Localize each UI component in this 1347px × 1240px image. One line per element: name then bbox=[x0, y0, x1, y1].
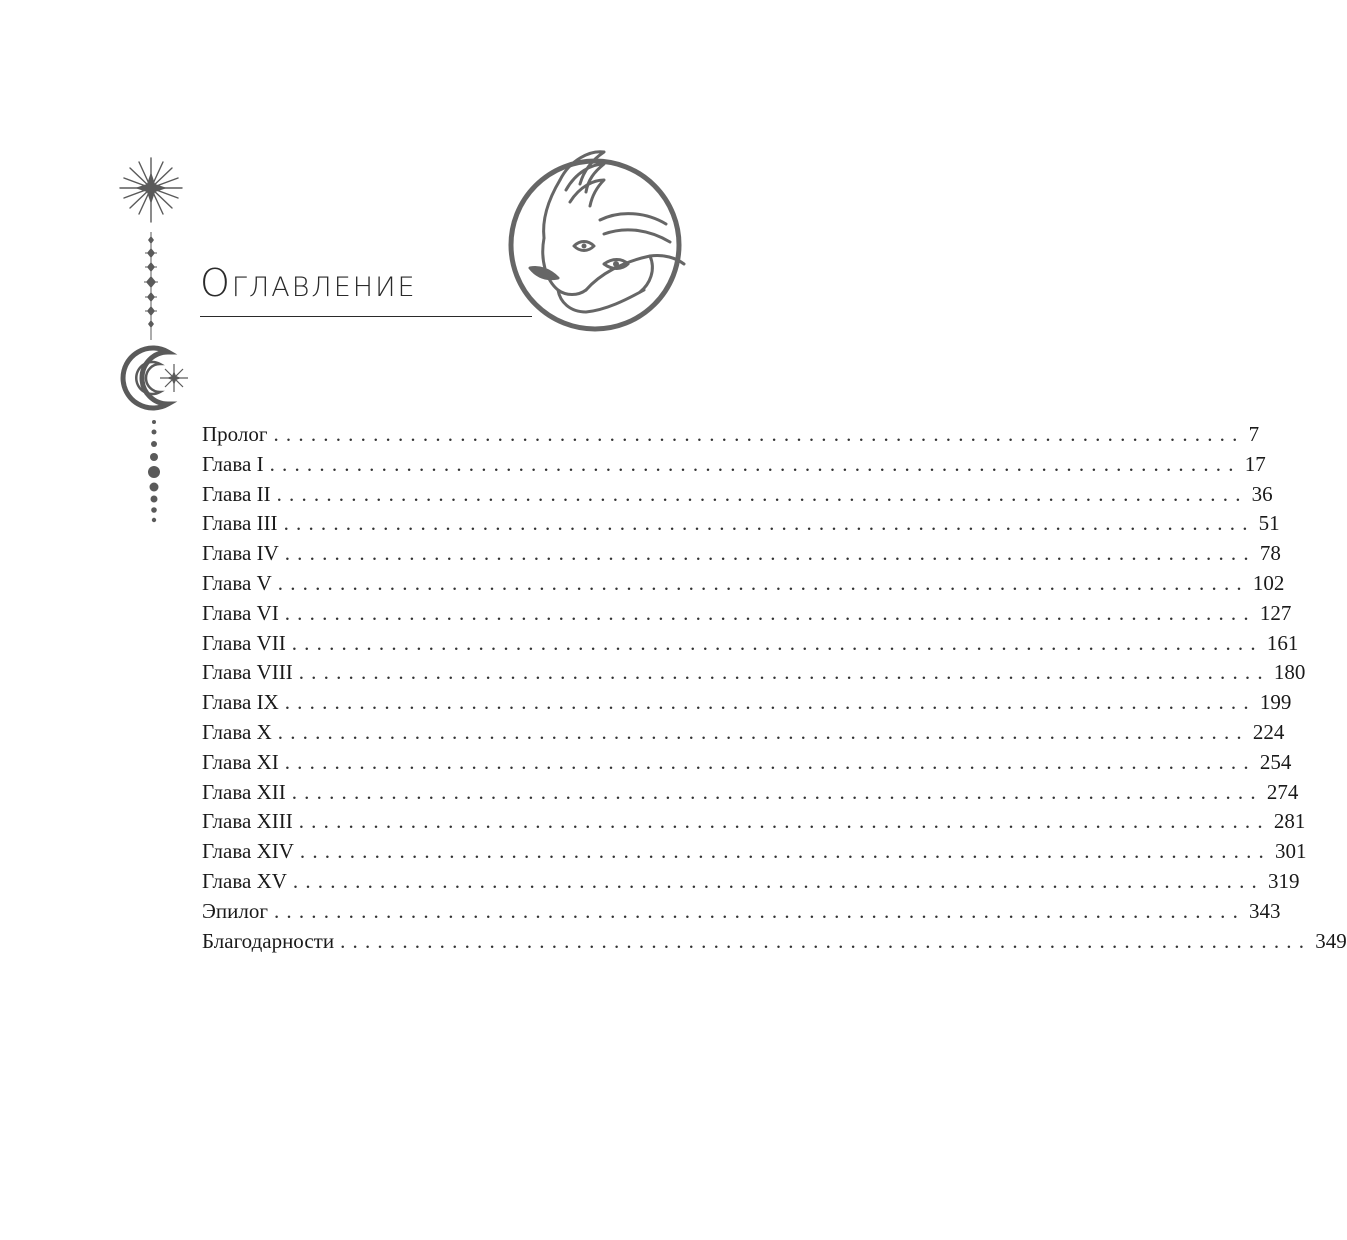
leader-dots: .............................................................................. bbox=[298, 809, 1270, 834]
toc-entry-page: 254 bbox=[1256, 748, 1292, 778]
toc-entry-label: Благодарности bbox=[202, 927, 340, 957]
table-of-contents bbox=[202, 420, 1347, 956]
toc-entry-label: Глава XI bbox=[202, 748, 285, 778]
title-underline bbox=[200, 316, 532, 317]
leader-dots: .............................................................................. bbox=[284, 541, 1256, 566]
toc-entry[interactable] bbox=[202, 897, 1281, 927]
toc-entry-label: Глава VIII bbox=[202, 658, 299, 688]
toc-entry-label: Глава XII bbox=[202, 778, 292, 808]
toc-entry-label: Глава IV bbox=[202, 539, 285, 569]
toc-entry-page: 78 bbox=[1256, 539, 1281, 569]
toc-entry[interactable] bbox=[202, 658, 1306, 688]
leader-dots: .............................................................................. bbox=[276, 481, 1248, 506]
toc-entry-label: Эпилог bbox=[202, 897, 274, 927]
toc-entry[interactable] bbox=[202, 688, 1292, 718]
toc-entry-page: 301 bbox=[1271, 837, 1307, 867]
toc-entry-page: 36 bbox=[1248, 480, 1273, 510]
toc-entry-label: Пролог bbox=[202, 420, 273, 450]
toc-entry-page: 127 bbox=[1256, 599, 1292, 629]
toc-entry-page: 102 bbox=[1249, 569, 1285, 599]
toc-entry[interactable] bbox=[202, 539, 1281, 569]
leader-dots: .............................................................................. bbox=[292, 868, 1265, 893]
toc-entry[interactable] bbox=[202, 450, 1266, 480]
toc-entry-label: Глава X bbox=[202, 718, 278, 748]
toc-entry-label: Глава VI bbox=[202, 599, 285, 629]
toc-entry[interactable] bbox=[202, 778, 1299, 808]
star-moon-dots-icon bbox=[118, 150, 198, 540]
leader-dots: .............................................................................. bbox=[298, 660, 1270, 685]
toc-entry[interactable] bbox=[202, 807, 1306, 837]
toc-entry[interactable] bbox=[202, 867, 1300, 897]
toc-entry-page: 51 bbox=[1255, 509, 1280, 539]
star-icon bbox=[120, 158, 182, 222]
leader-dots: .............................................................................. bbox=[284, 749, 1256, 774]
small-star-icon bbox=[160, 364, 188, 392]
toc-entry-page: 281 bbox=[1270, 807, 1306, 837]
toc-entry[interactable] bbox=[202, 748, 1292, 778]
toc-entry-label: Глава IX bbox=[202, 688, 285, 718]
sparkle-chain-icon bbox=[144, 232, 158, 340]
leader-dots: .............................................................................. bbox=[284, 600, 1256, 625]
toc-entry-label: Глава I bbox=[202, 450, 270, 480]
toc-entry-page: 224 bbox=[1249, 718, 1285, 748]
toc-entry-label: Глава III bbox=[202, 509, 284, 539]
toc-entry[interactable] bbox=[202, 420, 1260, 450]
toc-entry-page: 274 bbox=[1263, 778, 1299, 808]
toc-entry[interactable] bbox=[202, 480, 1273, 510]
toc-entry-page: 180 bbox=[1270, 658, 1306, 688]
leader-dots: .............................................................................. bbox=[273, 422, 1245, 446]
leader-dots: .............................................................................. bbox=[291, 779, 1263, 804]
leader-dots: .............................................................................. bbox=[291, 630, 1263, 655]
toc-entry-label: Глава XIII bbox=[202, 807, 299, 837]
toc-entry[interactable] bbox=[202, 837, 1307, 867]
leader-dots: .............................................................................. bbox=[277, 719, 1249, 744]
bird-medallion-icon bbox=[500, 150, 690, 340]
toc-entry-label: Глава XV bbox=[202, 867, 293, 897]
toc-entry[interactable] bbox=[202, 599, 1292, 629]
dots-icon bbox=[148, 420, 160, 522]
leader-dots: .............................................................................. bbox=[284, 690, 1256, 715]
toc-entry[interactable] bbox=[202, 927, 1347, 957]
toc-entry[interactable] bbox=[202, 509, 1280, 539]
leader-dots: .............................................................................. bbox=[273, 898, 1246, 923]
toc-entry-label: Глава VII bbox=[202, 629, 292, 659]
toc-entry-page: 199 bbox=[1256, 688, 1292, 718]
toc-entry-page: 349 bbox=[1311, 927, 1347, 957]
toc-entry[interactable] bbox=[202, 569, 1285, 599]
toc-entry-label: Глава II bbox=[202, 480, 277, 510]
toc-entry-page: 7 bbox=[1245, 420, 1260, 450]
leader-dots: .............................................................................. bbox=[340, 928, 1312, 953]
toc-entry-page: 17 bbox=[1241, 450, 1266, 480]
leader-dots: .............................................................................. bbox=[269, 451, 1241, 476]
toc-entry-page: 343 bbox=[1245, 897, 1281, 927]
toc-entry-label: Глава XIV bbox=[202, 837, 300, 867]
toc-entry-label: Глава V bbox=[202, 569, 278, 599]
toc-entry-page: 161 bbox=[1263, 629, 1299, 659]
leader-dots: .............................................................................. bbox=[283, 511, 1255, 536]
toc-entry-page: 319 bbox=[1264, 867, 1300, 897]
leader-dots: .............................................................................. bbox=[277, 570, 1249, 595]
leader-dots: .............................................................................. bbox=[299, 839, 1272, 864]
toc-entry[interactable] bbox=[202, 629, 1299, 659]
page-title: Оглавление bbox=[200, 261, 417, 305]
toc-entry[interactable] bbox=[202, 718, 1285, 748]
